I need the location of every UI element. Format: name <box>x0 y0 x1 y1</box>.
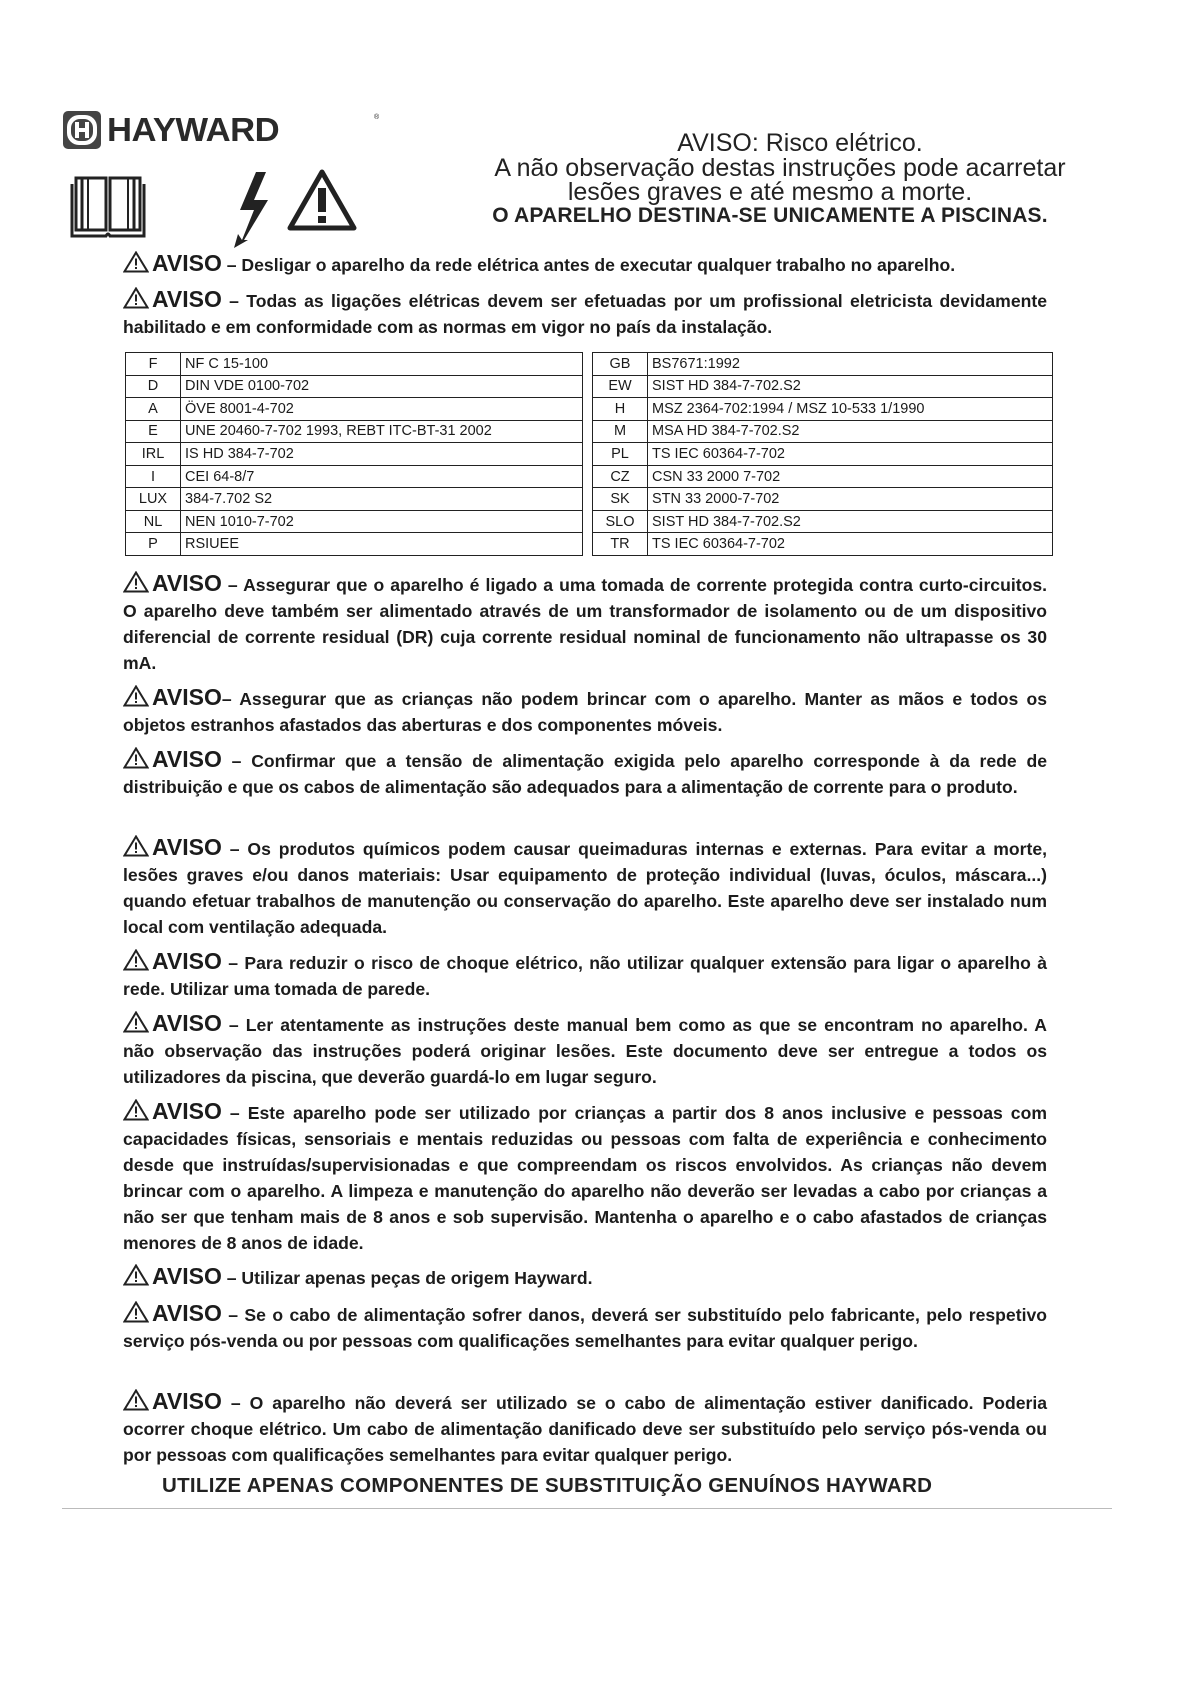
warning-paragraph <box>123 1388 1047 1468</box>
country-code: SK <box>593 488 648 511</box>
table-row <box>126 465 583 488</box>
header-line-2: A não observação destas instruções pode acarretar <box>494 154 1066 182</box>
warning-paragraph <box>123 1263 1047 1291</box>
warning-triangle-icon <box>123 287 149 309</box>
footer-notice: UTILIZE APENAS COMPONENTES DE SUBSTITUIÇÃO GENUÍNOS HAYWARD <box>162 1474 933 1497</box>
country-code: F <box>126 353 181 376</box>
table-row <box>593 510 1053 533</box>
hayward-logo-icon <box>62 110 102 150</box>
standards-table-left <box>125 352 583 556</box>
table-row <box>126 488 583 511</box>
warning-text: – Todas as ligações elétricas devem ser efetuadas por um profissional eletricista devidamente habilitado e em conformidade com as normas em vigor no país da instalação. <box>123 291 1047 337</box>
table-row <box>126 398 583 421</box>
warning-triangle-icon <box>123 747 149 769</box>
country-code: CZ <box>593 465 648 488</box>
country-code: H <box>593 398 648 421</box>
standard-norm: SIST HD 384-7-702.S2 <box>648 510 1053 533</box>
country-code: A <box>126 398 181 421</box>
standard-norm: TS IEC 60364-7-702 <box>648 533 1053 556</box>
warning-paragraph <box>123 1300 1047 1354</box>
warning-paragraph <box>123 286 1047 340</box>
warning-paragraph <box>123 948 1047 1002</box>
country-code: TR <box>593 533 648 556</box>
standard-norm: TS IEC 60364-7-702 <box>648 443 1053 466</box>
header-line-4: O APARELHO DESTINA-SE UNICAMENTE A PISCINAS. <box>492 204 1048 227</box>
table-row <box>126 420 583 443</box>
table-row <box>593 398 1053 421</box>
warning-tag: AVISO <box>152 1388 222 1414</box>
country-code: M <box>593 420 648 443</box>
warning-tag: AVISO <box>152 948 222 974</box>
warning-paragraph <box>123 684 1047 738</box>
warning-text: – Utilizar apenas peças de origem Hayward. <box>221 1268 593 1288</box>
standard-norm: MSA HD 384-7-702.S2 <box>648 420 1053 443</box>
warning-text: – Confirmar que a tensão de alimentação exigida pelo aparelho corresponde à da rede de distribuição e que os cabos de alimentação são adequados para a alimentação de corrente para o produto. <box>123 751 1047 797</box>
standard-norm: UNE 20460-7-702 1993, REBT ITC-BT-31 2002 <box>181 420 583 443</box>
table-row <box>593 443 1053 466</box>
country-code: IRL <box>126 443 181 466</box>
warning-triangle-icon <box>123 1389 149 1411</box>
standard-norm: NF C 15-100 <box>181 353 583 376</box>
table-row <box>126 443 583 466</box>
table-row <box>593 420 1053 443</box>
warning-text: – Desligar o aparelho da rede elétrica antes de executar qualquer trabalho no aparelho. <box>221 255 956 275</box>
standards-table-right <box>592 352 1053 556</box>
warning-tag: AVISO <box>152 1010 222 1036</box>
warning-triangle-icon <box>123 251 149 273</box>
table-row <box>126 510 583 533</box>
country-code: PL <box>593 443 648 466</box>
table-row <box>593 353 1053 376</box>
standard-norm: CSN 33 2000 7-702 <box>648 465 1053 488</box>
header-line-3: lesões graves e até mesmo a morte. <box>567 178 973 206</box>
standards-table <box>125 352 1053 556</box>
table-row <box>593 533 1053 556</box>
warning-tag: AVISO <box>152 684 222 710</box>
manual-book-icon <box>70 170 146 238</box>
standard-norm: IS HD 384-7-702 <box>181 443 583 466</box>
standard-norm: BS7671:1992 <box>648 353 1053 376</box>
warning-paragraph <box>123 570 1047 676</box>
standard-norm: RSIUEE <box>181 533 583 556</box>
standard-norm: STN 33 2000-7-702 <box>648 488 1053 511</box>
warning-tag: AVISO <box>152 1098 222 1124</box>
warning-tag: AVISO <box>152 570 222 596</box>
lightning-bolt-icon <box>232 172 272 250</box>
table-row <box>126 375 583 398</box>
country-code: NL <box>126 510 181 533</box>
warning-triangle-icon <box>123 685 149 707</box>
table-row <box>126 533 583 556</box>
warning-triangle-icon <box>287 168 357 232</box>
warning-tag: AVISO <box>152 1263 222 1289</box>
warning-triangle-icon <box>123 571 149 593</box>
standard-norm: 384-7.702 S2 <box>181 488 583 511</box>
warning-paragraph <box>123 250 1047 278</box>
warning-paragraph <box>123 1098 1047 1256</box>
warning-text: – Assegurar que o aparelho é ligado a uma tomada de corrente protegida contra curto-circuitos. O aparelho deve também ser alimentado através de um transformador de isolamento ou de um dispositivo diferencial de corrente residual (DR) cuja corrente residual nominal de funcionamento não ultrapasse os 30 mA. <box>123 575 1047 673</box>
warning-tag: AVISO <box>152 250 222 276</box>
warning-triangle-icon <box>123 1264 149 1286</box>
country-code: I <box>126 465 181 488</box>
warning-triangle-icon <box>123 1301 149 1323</box>
warning-tag: AVISO <box>152 834 222 860</box>
warning-text: – Assegurar que as crianças não podem brincar com o aparelho. Manter as mãos e todos os objetos estranhos afastados das aberturas e dos componentes móveis. <box>123 689 1047 735</box>
warning-tag: AVISO <box>152 1300 222 1326</box>
country-code: LUX <box>126 488 181 511</box>
warning-paragraph <box>123 834 1047 940</box>
brand-name: HAYWARD <box>107 111 280 148</box>
registered-mark: ® <box>374 114 380 121</box>
standard-norm: DIN VDE 0100-702 <box>181 375 583 398</box>
standard-norm: SIST HD 384-7-702.S2 <box>648 375 1053 398</box>
warning-tag: AVISO <box>152 286 222 312</box>
warning-tag: AVISO <box>152 746 222 772</box>
table-row <box>593 375 1053 398</box>
warning-triangle-icon <box>123 949 149 971</box>
standard-norm: MSZ 2364-702:1994 / MSZ 10-533 1/1990 <box>648 398 1053 421</box>
warning-triangle-icon <box>123 1011 149 1033</box>
bottom-divider <box>62 1508 1112 1509</box>
warning-text: – Se o cabo de alimentação sofrer danos, deverá ser substituído pelo fabricante, pelo respetivo serviço pós-venda ou por pessoas com qualificações semelhantes para evitar qualquer perigo. <box>123 1305 1047 1351</box>
warning-text: – Este aparelho pode ser utilizado por crianças a partir dos 8 anos inclusive e pessoas com capacidades físicas, sensoriais e mentais reduzidas ou pessoas com falta de experiência e conhecimento desde que instruídas/supervisionadas e que compreendam os riscos envolvidos. As crianças não devem brincar com o aparelho. A limpeza e manutenção do aparelho não deverão ser levadas a cabo por crianças a não ser que tenham mais de 8 anos e sob supervisão. Mantenha o aparelho e o cabo afastados de crianças menores de 8 anos de idade. <box>123 1103 1047 1253</box>
standard-norm: NEN 1010-7-702 <box>181 510 583 533</box>
standard-norm: CEI 64-8/7 <box>181 465 583 488</box>
country-code: E <box>126 420 181 443</box>
warning-text: – Para reduzir o risco de choque elétrico, não utilizar qualquer extensão para ligar o aparelho à rede. Utilizar uma tomada de parede. <box>123 953 1047 999</box>
table-row <box>126 353 583 376</box>
header-warning <box>420 130 1120 229</box>
header-line-1: AVISO: Risco elétrico. <box>677 129 923 157</box>
country-code: SLO <box>593 510 648 533</box>
table-row <box>593 488 1053 511</box>
warning-triangle-icon <box>123 1099 149 1121</box>
warning-triangle-icon <box>123 835 149 857</box>
warning-paragraph <box>123 746 1047 800</box>
warning-text: – Ler atentamente as instruções deste manual bem como as que se encontram no aparelho. A não observação das instruções poderá originar lesões. Este documento deve ser entregue a todos os utilizadores da piscina, que deverão guardá-lo em lugar seguro. <box>123 1015 1047 1087</box>
hayward-logo <box>62 110 380 150</box>
country-code: D <box>126 375 181 398</box>
country-code: P <box>126 533 181 556</box>
warning-text: – O aparelho não deverá ser utilizado se o cabo de alimentação estiver danificado. Poderia ocorrer choque elétrico. Um cabo de alimentação danificado deve ser substituído pelo serviço pós-venda ou por pessoas com qualificações semelhantes para evitar qualquer perigo. <box>123 1393 1047 1465</box>
country-code: EW <box>593 375 648 398</box>
warning-paragraph <box>123 1010 1047 1090</box>
country-code: GB <box>593 353 648 376</box>
standard-norm: ÖVE 8001-4-702 <box>181 398 583 421</box>
warning-text: – Os produtos químicos podem causar queimaduras internas e externas. Para evitar a morte, lesões graves e/ou danos materiais: Usar equipamento de proteção individual (luvas, óculos, máscara...) quando efetuar trabalhos de manutenção ou conservação do aparelho. Este aparelho deve ser instalado num local com ventilação adequada. <box>123 839 1047 937</box>
table-row <box>593 465 1053 488</box>
